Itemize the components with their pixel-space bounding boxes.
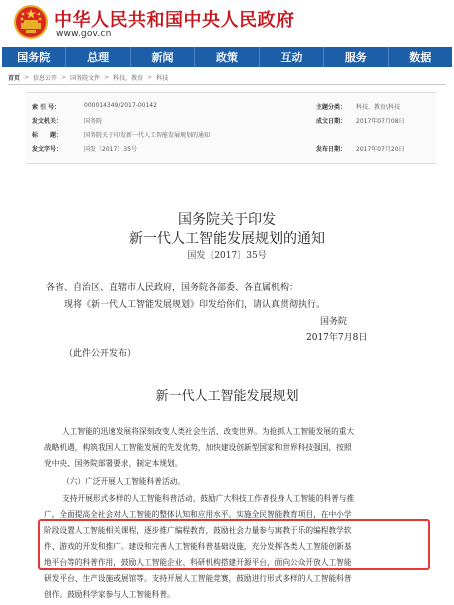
nav-item-state-council[interactable]: 国务院 <box>2 47 66 67</box>
nav-item-data[interactable]: 数据 <box>409 51 432 64</box>
info-row-docno <box>26 141 436 153</box>
info-row-title <box>26 127 436 139</box>
intro-line: 人工智能的迅速发展将深刻改变人类社会生活、改变世界。为抢抓人工智能发展的重大 <box>62 427 355 436</box>
breadcrumb-separator: > <box>61 73 67 81</box>
breadcrumb-separator: > <box>24 73 30 81</box>
breadcrumb-separator: > <box>104 73 110 81</box>
section-line: 创作。鼓励科学家参与人工智能科普。 <box>44 590 175 599</box>
title-label: 标 题： <box>32 132 63 139</box>
site-title[interactable]: 中华人民共和国中央人民政府 <box>54 10 295 31</box>
section-line: 研发平台、生产设施或展馆等。支持开展人工智能竞赛，鼓励进行形式多样的人工智能科普 <box>44 574 352 583</box>
notice-addressee: 各省、自治区、直辖市人民政府，国务院各部委、各直属机构： <box>46 283 299 293</box>
section-heading: （六）广泛开展人工智能科普活动。 <box>62 477 186 486</box>
section-line: 件、游戏的开发和推广。建设和完善人工智能科普基础设施，充分发挥各类人工智能创新基 <box>44 542 352 551</box>
breadcrumb-science[interactable]: 科技 <box>156 74 169 82</box>
notice-title-line1: 国务院关于印发 <box>178 212 276 228</box>
national-emblem-icon <box>14 5 48 39</box>
issuer-label: 发文机关： <box>32 118 63 125</box>
nav-item-policy[interactable]: 政策 <box>195 47 259 67</box>
nav-item-interaction[interactable]: 互动 <box>260 47 324 67</box>
docno-value: 国发〔2017〕35号 <box>84 146 137 153</box>
section-line: 支持开展形式多样的人工智能科普活动，鼓励广大科技工作者投身人工智能的科普与推 <box>62 494 355 503</box>
section-line: 广，全面提高全社会对人工智能的整体认知和应用水平。实施全民智能教育项目，在中小学 <box>44 510 352 519</box>
title-value: 国务院关于印发新一代人工智能发展规划的通知 <box>84 132 211 139</box>
notice-doc-number: 国发〔2017〕35号 <box>187 251 267 261</box>
highlight-annotation-box <box>38 519 430 570</box>
breadcrumb-state-council-docs[interactable]: 国务院文件 <box>70 74 101 82</box>
nav-item-premier[interactable]: 总理 <box>66 47 130 67</box>
nav-item-news[interactable]: 新闻 <box>131 47 195 67</box>
notice-title-line2: 新一代人工智能发展规划的通知 <box>129 231 325 247</box>
index-label: 索 引 号： <box>32 104 61 111</box>
breadcrumb-separator: > <box>147 73 153 81</box>
index-value: 000014349/2017-00142 <box>84 102 157 109</box>
breadcrumb-home[interactable]: 首页 <box>8 74 21 82</box>
breadcrumb-info-public[interactable]: 信息公开 <box>33 74 58 82</box>
document-title: 新一代人工智能发展规划 <box>155 389 299 404</box>
info-row-index <box>26 99 436 111</box>
published-date-label: 发布日期： <box>316 146 347 153</box>
notice-public-note: （此件公开发布） <box>64 349 137 359</box>
main-nav <box>2 47 452 67</box>
section-line: 地平台等的科普作用，鼓励人工智能企业、科研机构搭建开源平台，面向公众开放人工智能 <box>44 558 352 567</box>
docno-label: 发文字号： <box>32 146 63 153</box>
notice-signer: 国务院 <box>320 317 348 327</box>
intro-line: 战略机遇，构筑我国人工智能发展的先发优势，加快建设创新型国家和世界科技强国，按照 <box>44 443 352 452</box>
notice-content: 现将《新一代人工智能发展规划》印发给你们，请认真贯彻执行。 <box>64 300 326 310</box>
breadcrumb-divider <box>8 84 446 85</box>
issuer-value: 国务院 <box>84 118 103 125</box>
created-date-label: 成文日期： <box>316 118 347 125</box>
breadcrumb <box>8 71 448 83</box>
document-info-table <box>26 92 436 164</box>
breadcrumb-sci-edu[interactable]: 科技、教育 <box>113 74 144 82</box>
info-row-issuer <box>26 113 436 125</box>
site-url[interactable]: www.gov.cn <box>56 29 112 39</box>
site-header <box>0 0 454 46</box>
section-line: 阶段设置人工智能相关课程，逐步推广编程教育，鼓励社会力量参与寓教于乐的编程教学软 <box>44 526 352 535</box>
notice-date: 2017年7月8日 <box>306 333 368 343</box>
topic-value: 科技、教育\科技 <box>356 104 401 111</box>
intro-line: 党中央、国务院部署要求，制定本规划。 <box>44 459 183 468</box>
topic-label: 主题分类： <box>316 104 347 111</box>
nav-item-service[interactable]: 服务 <box>324 47 388 67</box>
created-date-value: 2017年07月08日 <box>356 118 405 125</box>
published-date-value: 2017年07月20日 <box>356 146 405 153</box>
